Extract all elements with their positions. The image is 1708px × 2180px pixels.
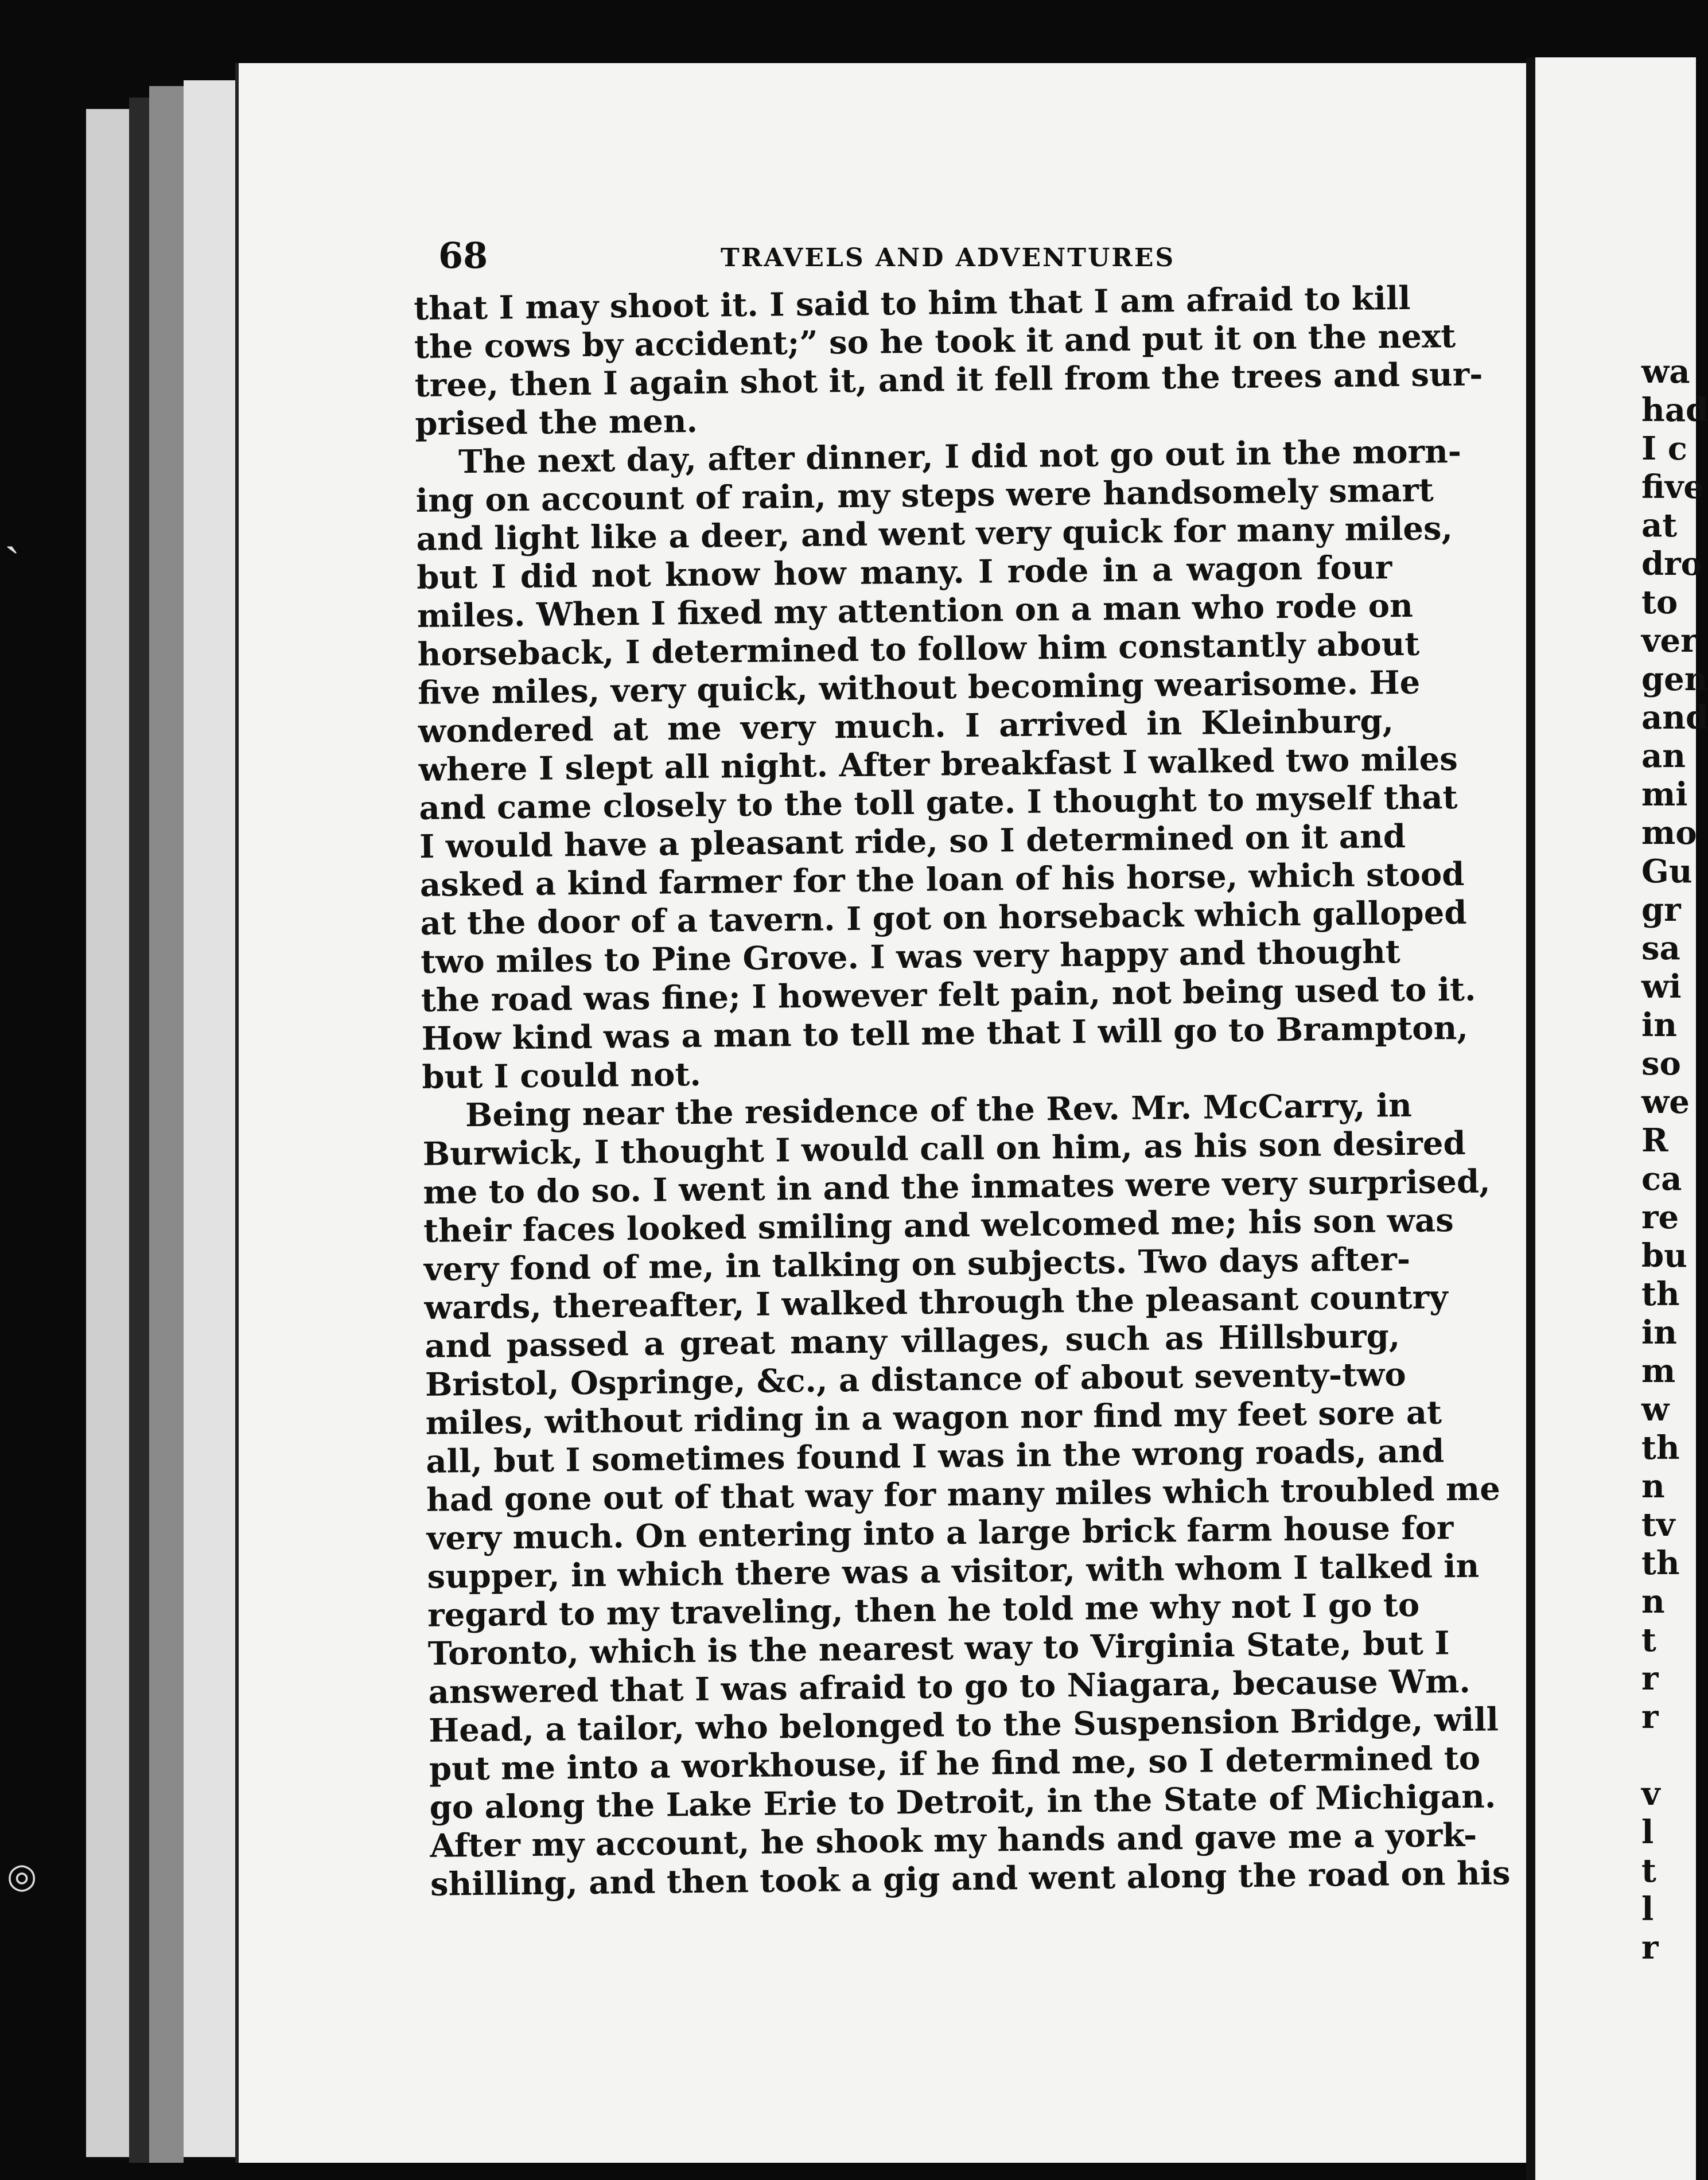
text-line: How kind was a man to tell me that I will go to Brampton, — [421, 1009, 1469, 1058]
text-line: Bristol, Ospringe, &c., a distance of about seventy-two — [425, 1355, 1406, 1404]
text-line: horseback, I determined to follow him constantly about — [417, 625, 1420, 674]
text-line: all, but I sometimes found I was in the wrong roads, and — [426, 1432, 1445, 1481]
text-line: wards, thereafter, I walked through the pleasant country — [424, 1278, 1448, 1327]
text-line: The next day, after dinner, I did not go out in the morn- — [458, 432, 1462, 481]
facing-line-fragment: R — [1641, 1122, 1668, 1159]
facing-line-fragment: in — [1641, 1006, 1677, 1044]
text-line: asked a kind farmer for the loan of his horse, which stood — [419, 855, 1465, 904]
text-line: Being near the residence of the Rev. Mr. McCarry, in — [465, 1086, 1413, 1135]
text-line: After my account, he shook my hands and gave me a york- — [430, 1816, 1477, 1865]
facing-line-fragment: sa — [1641, 929, 1680, 967]
book-page — [235, 63, 1530, 2163]
text-line: put me into a workhouse, if he find me, so I determined to — [429, 1739, 1481, 1788]
text-line: miles. When I fixed my attention on a man who rode on — [417, 586, 1414, 635]
facing-line-fragment: and — [1641, 699, 1708, 737]
text-line: wondered at me very much. I arrived in Kleinburg, — [418, 702, 1394, 750]
text-line: shilling, and then took a gig and went along the road on his — [430, 1854, 1511, 1903]
facing-line-fragment: re — [1641, 1198, 1679, 1236]
page-number: 68 — [438, 235, 488, 277]
text-line: Head, a tailor, who belonged to the Suspension Bridge, will — [428, 1700, 1499, 1750]
facing-line-fragment: th — [1641, 1429, 1680, 1467]
facing-line-fragment: gr — [1641, 891, 1681, 929]
text-line: and light like a deer, and went very quick for many miles, — [416, 509, 1453, 558]
facing-line-fragment: wi — [1641, 968, 1682, 1006]
text-line: Burwick, I thought I would call on him, as his son desired — [422, 1124, 1466, 1173]
stray-mark-circle: ◎ — [7, 1856, 37, 1896]
facing-line-fragment: v — [1641, 1775, 1660, 1813]
text-line: their faces looked smiling and welcomed me; his son was — [423, 1201, 1454, 1250]
text-line: but I could not. — [422, 1055, 702, 1096]
book-gutter — [1526, 57, 1535, 2180]
facing-line-fragment: l — [1641, 1890, 1654, 1928]
text-line: two miles to Pine Grove. I was very happy and thought — [420, 933, 1400, 981]
facing-line-fragment: we — [1641, 1083, 1690, 1121]
page-edge-light — [184, 80, 239, 2157]
text-line: at the door of a tavern. I got on horseback which galloped — [420, 893, 1467, 943]
text-line: prised the men. — [415, 402, 698, 443]
facing-line-fragment: ca — [1641, 1160, 1682, 1198]
text-line: very fond of me, in talking on subjects. Two days after- — [423, 1240, 1411, 1288]
facing-line-fragment: dro — [1641, 545, 1703, 583]
text-line: the road was fine; I however felt pain, not being used to it. — [421, 970, 1476, 1019]
facing-line-fragment: to — [1641, 583, 1678, 621]
running-head: TRAVELS AND ADVENTURES — [721, 243, 1176, 272]
text-line: Toronto, which is the nearest way to Virginia State, but I — [427, 1624, 1450, 1673]
body-text — [414, 279, 1511, 1904]
text-line: where I slept all night. After breakfast I walked two miles — [418, 739, 1458, 789]
facing-line-fragment: five — [1641, 468, 1704, 506]
facing-line-fragment: n — [1641, 1583, 1665, 1621]
facing-line-fragment: t — [1641, 1852, 1656, 1890]
facing-line-fragment: th — [1641, 1275, 1680, 1313]
facing-line-fragment: m — [1641, 1352, 1676, 1390]
facing-line-fragment: I c — [1641, 430, 1687, 468]
facing-line-fragment: Gu — [1641, 852, 1693, 890]
facing-line-fragment: th — [1641, 1544, 1680, 1582]
facing-line-fragment: r — [1641, 1929, 1659, 1967]
facing-line-fragment: mi — [1641, 776, 1688, 813]
facing-line-fragment: had — [1641, 391, 1708, 429]
facing-line-fragment: bu — [1641, 1237, 1687, 1275]
facing-line-fragment: n — [1641, 1467, 1665, 1505]
facing-line-fragment: w — [1641, 1391, 1670, 1428]
facing-page — [1535, 57, 1708, 2180]
facing-line-fragment: l — [1641, 1813, 1654, 1851]
facing-line-fragment: gen — [1641, 660, 1708, 698]
text-line: and came closely to the toll gate. I thought to myself that — [419, 778, 1458, 827]
text-line: go along the Lake Erie to Detroit, in the State of Michigan. — [429, 1777, 1496, 1827]
text-line: tree, then I again shot it, and it fell from the trees and sur- — [414, 355, 1483, 404]
text-line: supper, in which there was a visitor, with whom I talked in — [427, 1547, 1480, 1596]
text-line: but I did not know how many. I rode in a wagon four — [416, 548, 1392, 597]
page-edge-mid — [149, 86, 184, 2163]
text-line: regard to my traveling, then he told me why not I go to — [427, 1586, 1420, 1634]
facing-line-fragment: tv — [1641, 1506, 1675, 1544]
text-line: very much. On entering into a large brick farm house for — [426, 1509, 1454, 1558]
facing-line-fragment: mo — [1641, 814, 1697, 852]
text-line: ing on account of rain, my steps were handsomely smart — [415, 471, 1434, 520]
facing-line-fragment: an — [1641, 737, 1686, 775]
stray-mark: ˏ — [5, 501, 20, 554]
text-line: had gone out of that way for many miles which troubled me — [426, 1470, 1501, 1519]
facing-line-fragment: so — [1641, 1045, 1681, 1083]
facing-line-fragment: r — [1641, 1698, 1659, 1736]
text-line: miles, without riding in a wagon nor find my feet sore at — [425, 1393, 1442, 1442]
facing-line-fragment: t — [1641, 1621, 1656, 1659]
text-line: answered that I was afraid to go to Niagara, because Wm. — [428, 1662, 1471, 1711]
text-line: me to do so. I went in and the inmates were very surprised, — [423, 1162, 1491, 1212]
text-line: the cows by accident;” so he took it and put it on the next — [414, 317, 1456, 366]
facing-line-fragment: wa — [1641, 353, 1690, 391]
facing-line-fragment: r — [1641, 1660, 1659, 1698]
facing-line-fragment: in — [1641, 1314, 1677, 1352]
text-line: that I may shoot it. I said to him that I am afraid to kill — [414, 279, 1411, 328]
facing-line-fragment: at — [1641, 507, 1678, 544]
text-line: and passed a great many villages, such as Hillsburg, — [424, 1317, 1400, 1365]
facing-line-fragment: ver — [1641, 622, 1698, 660]
text-line: five miles, very quick, without becoming wearisome. He — [418, 663, 1421, 712]
text-line: I would have a pleasant ride, so I determined on it and — [419, 817, 1406, 866]
